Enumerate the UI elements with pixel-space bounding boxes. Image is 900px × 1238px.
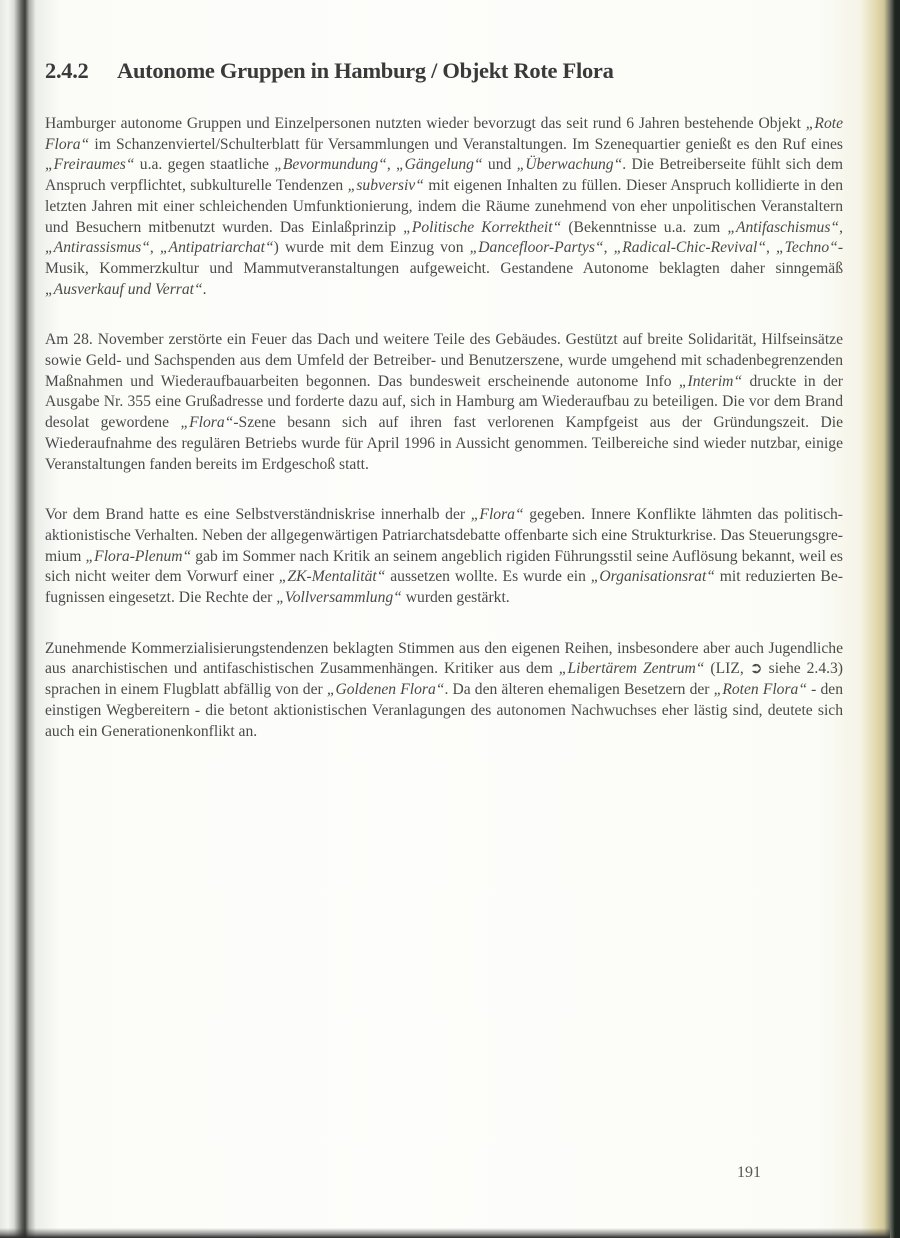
page-number: 191	[737, 1164, 761, 1181]
section-title: Autonome Gruppen in Hamburg / Objekt Rote Flora	[117, 58, 614, 83]
section-number: 2.4.2	[45, 58, 89, 83]
paragraph-rote-flora-intro: Hamburger autonome Gruppen und Einzelpersonen nutzten wieder bevorzugt das seit rund 6 Jahren bestehende Objekt „Rote Flora“ im Schanzenviertel/Schulterblatt für Versammlungen und Veranstaltungen. Im Szenequartier genießt es den Ruf eines „Freiraumes“ u.a. gegen staatliche „Bevormundung“, „Gängelung“ und „Überwachung“. Die Betreiberseite fühlt sich dem Anspruch verpflichtet, subkulturelle Tendenzen „subversiv“ mit eigenen Inhalten zu füllen. Dieser Anspruch kollidierte in den letzten Jahren mit einer schleichenden Umfunktionierung, indem die Räume zunehmend von eher unpolitischen Veranstaltern und Besuchern mitbenutzt wurden. Das Einlaßprinzip „Politische Korrektheit“ (Bekenntnisse u.a. zum „Antifaschismus“, „Antirassismus“, „Antipatriarchat“) wurde mit dem Einzug von „Dancefloor-Partys“, „Radical-Chic-Revival“, „Techno“-Musik, Kommerzkultur und Mammutveranstaltungen aufgeweicht. Gestandene Autonome beklagten daher sinngemäß „Ausverkauf und Verrat“.	[45, 115, 844, 298]
section-heading	[45, 58, 843, 84]
page-content	[45, 58, 843, 772]
paragraph-commercialization: Zunehmende Kommerzialisierungstendenzen beklagten Stimmen aus den eigenen Reihen, insbesondere aber auch Jugendliche aus anarchistischen und antifaschistischen Zusammenhängen. Kritiker aus dem „Libertärem Zentrum“ (LIZ, ➲ siehe 2.4.3) sprachen in einem Flugblatt abfällig von der „Goldenen Flora“. Da den älteren ehemaligen Besetzern der „Roten Flora“ - den einstigen Wegbereitern - die betont aktionistischen Veranlagungen des autonomen Nachwuchses eher lästig sind, deutete sich auch ein Generationenkonflikt an.	[45, 639, 844, 740]
paragraph-crisis: Vor dem Brand hatte es eine Selbstverständniskrise innerhalb der „Flora“ gegeben. Innere Konflikte lähmten das politisch-aktionistische Verhalten. Neben der allgegenwärtigen Patriarchatsdebatte offenbarte sich eine Strukturkrise. Das Steuerungsgremium „Flora-Plenum“ gab im Sommer nach Kritik an seinem angeblich rigiden Führungsstil seine Auflösung bekannt, weil es sich nicht weiter dem Vorwurf einer „ZK-Mentalität“ aussetzen wollte. Es wurde ein „Organisationsrat“ mit reduzierten Befugnissen eingesetzt. Die Rechte der „Vollversammlung“ wurden gestärkt.	[45, 506, 843, 607]
paragraph-fire: Am 28. November zerstörte ein Feuer das Dach und weitere Teile des Gebäudes. Gestützt auf breite Solidarität, Hilfseinsätze sowie Geld- und Sachspenden aus dem Umfeld der Betreiber- und Benutzerszene, wurde umgehend mit schadenbegrenzenden Maßnahmen und Wiederaufbauarbeiten begonnen. Das bundesweit erscheinende autonome Info „Interim“ druckte in der Ausgabe Nr. 355 eine Grußadresse und forderte dazu auf, sich in Hamburg am Wiederaufbau zu beteiligen. Die vor dem Brand desolat gewordene „Flora“-Szene besann sich auf ihren fast verlorenen Kampfgeist aus der Gründungszeit. Die Wiederaufnahme des regulären Betriebs wurde für April 1996 in Aussicht genommen. Teilbereiche sind wieder nutzbar, einige Veranstaltungen fanden bereits im Erdgeschoß statt.	[45, 331, 844, 473]
